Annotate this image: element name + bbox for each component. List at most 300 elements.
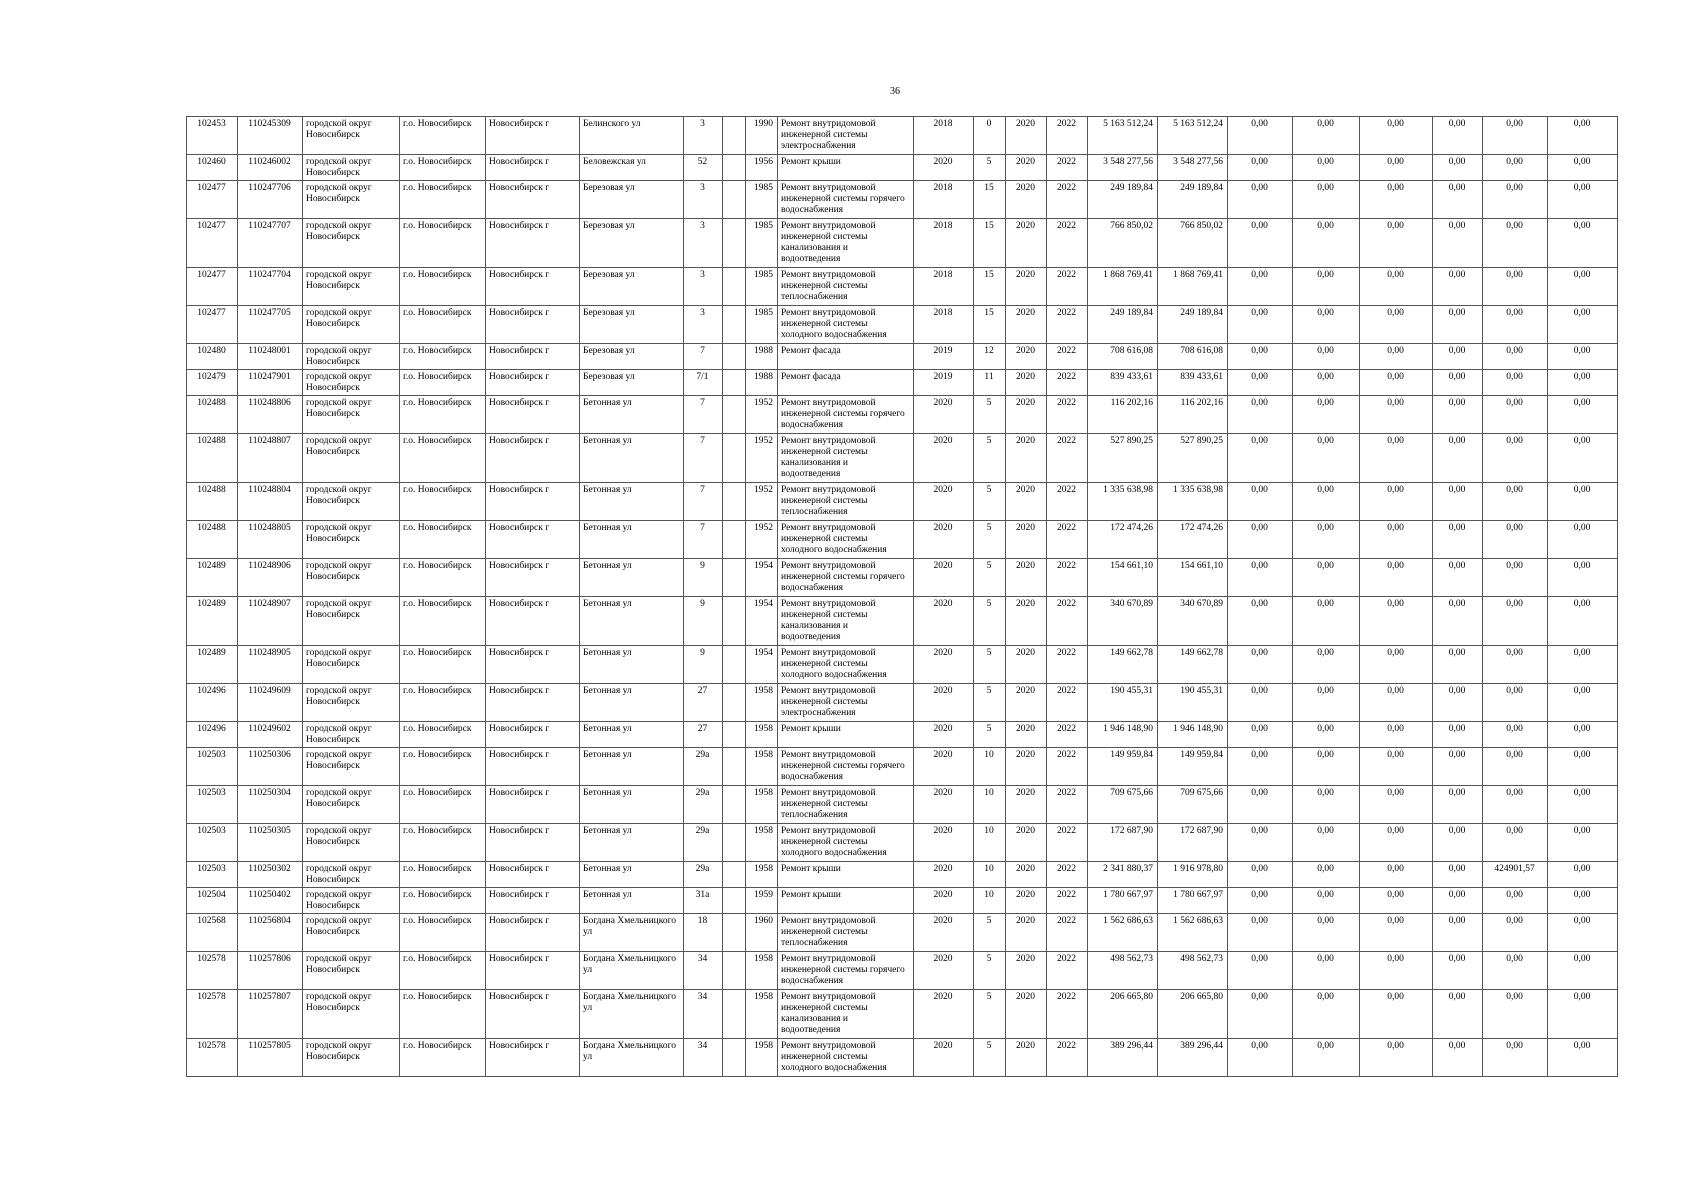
cell-fund-cost: 839 433,61 [1158, 370, 1228, 396]
cell-planned-year: 2020 [914, 824, 974, 862]
cell-municipality: г.о. Новосибирск [400, 786, 486, 824]
cell-budget-local: 0,00 [1360, 434, 1433, 483]
cell-house-number: 7 [684, 344, 723, 370]
cell-settlement: Новосибирск г [486, 952, 580, 990]
cell-work-type: Ремонт внутридомовой инженерной системы электроснабжения [778, 684, 914, 722]
cell-other-funds: 0,00 [1483, 181, 1548, 219]
cell-work-type: Ремонт внутридомовой инженерной системы холодного водоснабжения [778, 1039, 914, 1077]
cell-end-year: 2022 [1047, 434, 1088, 483]
cell-object-code: 110257805 [238, 1039, 303, 1077]
cell-total-cost: 2 341 880,37 [1088, 862, 1158, 888]
cell-settlement: Новосибирск г [486, 748, 580, 786]
cell-budget-regional: 0,00 [1293, 914, 1360, 952]
cell-house-number: 27 [684, 684, 723, 722]
cell-planned-year: 2020 [914, 952, 974, 990]
cell-end-year: 2022 [1047, 914, 1088, 952]
cell-planned-year: 2019 [914, 344, 974, 370]
cell-extra-funds: 0,00 [1548, 824, 1618, 862]
cell-municipal-district: городской округ Новосибирск [303, 219, 400, 268]
cell-municipal-district: городской округ Новосибирск [303, 434, 400, 483]
cell-fund-cost: 5 163 512,24 [1158, 117, 1228, 155]
cell-end-year: 2022 [1047, 306, 1088, 344]
cell-build-year: 1960 [746, 914, 778, 952]
cell-wear-percent: 12 [974, 344, 1006, 370]
cell-total-cost: 172 687,90 [1088, 824, 1158, 862]
cell-object-code: 110249609 [238, 684, 303, 722]
cell-fund-cost: 206 665,80 [1158, 990, 1228, 1039]
cell-planned-year: 2020 [914, 559, 974, 597]
cell-house-number: 7 [684, 434, 723, 483]
cell-extra-funds: 0,00 [1548, 483, 1618, 521]
table-row [187, 434, 1618, 483]
cell-house-number: 9 [684, 559, 723, 597]
cell-budget-federal: 0,00 [1228, 748, 1293, 786]
cell-object-code: 110248804 [238, 483, 303, 521]
cell-house-letter [723, 434, 746, 483]
cell-record-id: 102453 [187, 117, 238, 155]
cell-street: Бетонная ул [580, 646, 684, 684]
cell-settlement: Новосибирск г [486, 888, 580, 914]
cell-house-number: 3 [684, 306, 723, 344]
cell-municipality: г.о. Новосибирск [400, 219, 486, 268]
cell-wear-percent: 15 [974, 306, 1006, 344]
cell-settlement: Новосибирск г [486, 521, 580, 559]
cell-total-cost: 249 189,84 [1088, 181, 1158, 219]
cell-other-funds: 0,00 [1483, 344, 1548, 370]
cell-budget-federal: 0,00 [1228, 181, 1293, 219]
cell-budget-regional: 0,00 [1293, 559, 1360, 597]
cell-start-year: 2020 [1006, 396, 1047, 434]
cell-budget-regional: 0,00 [1293, 597, 1360, 646]
cell-wear-percent: 10 [974, 748, 1006, 786]
cell-object-code: 110248807 [238, 434, 303, 483]
cell-municipal-district: городской округ Новосибирск [303, 748, 400, 786]
cell-start-year: 2020 [1006, 722, 1047, 748]
cell-extra-funds: 0,00 [1548, 559, 1618, 597]
cell-municipality: г.о. Новосибирск [400, 117, 486, 155]
cell-record-id: 102578 [187, 1039, 238, 1077]
cell-street: Бетонная ул [580, 824, 684, 862]
cell-extra-funds: 0,00 [1548, 306, 1618, 344]
cell-house-number: 7 [684, 483, 723, 521]
cell-budget-federal: 0,00 [1228, 521, 1293, 559]
cell-wear-percent: 5 [974, 483, 1006, 521]
cell-budget-federal: 0,00 [1228, 559, 1293, 597]
cell-wear-percent: 5 [974, 952, 1006, 990]
cell-house-number: 18 [684, 914, 723, 952]
cell-budget-federal: 0,00 [1228, 1039, 1293, 1077]
cell-total-cost: 340 670,89 [1088, 597, 1158, 646]
cell-start-year: 2020 [1006, 344, 1047, 370]
cell-build-year: 1985 [746, 268, 778, 306]
cell-fund-cost: 1 780 667,97 [1158, 888, 1228, 914]
cell-start-year: 2020 [1006, 306, 1047, 344]
cell-house-letter [723, 521, 746, 559]
cell-house-number: 9 [684, 646, 723, 684]
cell-object-code: 110256804 [238, 914, 303, 952]
cell-budget-regional: 0,00 [1293, 684, 1360, 722]
cell-build-year: 1958 [746, 748, 778, 786]
cell-budget-federal: 0,00 [1228, 155, 1293, 181]
cell-municipality: г.о. Новосибирск [400, 370, 486, 396]
cell-start-year: 2020 [1006, 181, 1047, 219]
cell-extra-funds: 0,00 [1548, 684, 1618, 722]
cell-budget-local: 0,00 [1360, 722, 1433, 748]
cell-end-year: 2022 [1047, 684, 1088, 722]
cell-total-cost: 149 662,78 [1088, 646, 1158, 684]
cell-planned-year: 2018 [914, 268, 974, 306]
cell-extra-funds: 0,00 [1548, 396, 1618, 434]
cell-planned-year: 2020 [914, 434, 974, 483]
cell-settlement: Новосибирск г [486, 268, 580, 306]
cell-total-cost: 116 202,16 [1088, 396, 1158, 434]
cell-planned-year: 2019 [914, 370, 974, 396]
cell-owner-funds: 0,00 [1433, 722, 1483, 748]
cell-end-year: 2022 [1047, 268, 1088, 306]
table-row [187, 181, 1618, 219]
cell-build-year: 1985 [746, 219, 778, 268]
cell-fund-cost: 172 687,90 [1158, 824, 1228, 862]
cell-house-number: 9 [684, 597, 723, 646]
cell-municipal-district: городской округ Новосибирск [303, 597, 400, 646]
cell-budget-federal: 0,00 [1228, 646, 1293, 684]
table-row [187, 483, 1618, 521]
cell-house-number: 52 [684, 155, 723, 181]
cell-street: Бетонная ул [580, 786, 684, 824]
cell-build-year: 1952 [746, 521, 778, 559]
cell-start-year: 2020 [1006, 824, 1047, 862]
cell-street: Богдана Хмельницкого ул [580, 990, 684, 1039]
cell-record-id: 102488 [187, 483, 238, 521]
cell-work-type: Ремонт крыши [778, 155, 914, 181]
cell-budget-local: 0,00 [1360, 1039, 1433, 1077]
cell-budget-regional: 0,00 [1293, 824, 1360, 862]
cell-wear-percent: 5 [974, 990, 1006, 1039]
cell-budget-regional: 0,00 [1293, 990, 1360, 1039]
cell-house-letter [723, 722, 746, 748]
cell-object-code: 110247705 [238, 306, 303, 344]
cell-fund-cost: 708 616,08 [1158, 344, 1228, 370]
cell-end-year: 2022 [1047, 396, 1088, 434]
cell-record-id: 102496 [187, 722, 238, 748]
cell-work-type: Ремонт внутридомовой инженерной системы канализования и водоотведения [778, 219, 914, 268]
cell-budget-local: 0,00 [1360, 219, 1433, 268]
cell-build-year: 1958 [746, 786, 778, 824]
cell-extra-funds: 0,00 [1548, 597, 1618, 646]
cell-municipal-district: городской округ Новосибирск [303, 559, 400, 597]
cell-start-year: 2020 [1006, 786, 1047, 824]
cell-municipal-district: городской округ Новосибирск [303, 370, 400, 396]
cell-start-year: 2020 [1006, 117, 1047, 155]
cell-wear-percent: 5 [974, 646, 1006, 684]
cell-build-year: 1954 [746, 646, 778, 684]
cell-budget-federal: 0,00 [1228, 434, 1293, 483]
table-row [187, 684, 1618, 722]
cell-other-funds: 424901,57 [1483, 862, 1548, 888]
table-row [187, 786, 1618, 824]
cell-budget-local: 0,00 [1360, 559, 1433, 597]
cell-municipality: г.о. Новосибирск [400, 521, 486, 559]
cell-budget-regional: 0,00 [1293, 748, 1360, 786]
cell-total-cost: 708 616,08 [1088, 344, 1158, 370]
cell-municipal-district: городской округ Новосибирск [303, 344, 400, 370]
cell-record-id: 102480 [187, 344, 238, 370]
cell-settlement: Новосибирск г [486, 483, 580, 521]
cell-house-number: 34 [684, 952, 723, 990]
cell-owner-funds: 0,00 [1433, 824, 1483, 862]
cell-fund-cost: 1 335 638,98 [1158, 483, 1228, 521]
table-row [187, 344, 1618, 370]
cell-total-cost: 249 189,84 [1088, 306, 1158, 344]
cell-municipality: г.о. Новосибирск [400, 862, 486, 888]
cell-object-code: 110248001 [238, 344, 303, 370]
cell-planned-year: 2020 [914, 155, 974, 181]
cell-end-year: 2022 [1047, 219, 1088, 268]
cell-object-code: 110257807 [238, 990, 303, 1039]
cell-wear-percent: 5 [974, 396, 1006, 434]
cell-house-letter [723, 396, 746, 434]
cell-budget-federal: 0,00 [1228, 862, 1293, 888]
table-row [187, 646, 1618, 684]
cell-planned-year: 2018 [914, 181, 974, 219]
cell-house-letter [723, 748, 746, 786]
cell-end-year: 2022 [1047, 862, 1088, 888]
cell-owner-funds: 0,00 [1433, 990, 1483, 1039]
cell-owner-funds: 0,00 [1433, 306, 1483, 344]
cell-other-funds: 0,00 [1483, 117, 1548, 155]
cell-street: Бетонная ул [580, 722, 684, 748]
cell-start-year: 2020 [1006, 990, 1047, 1039]
cell-municipal-district: городской округ Новосибирск [303, 396, 400, 434]
cell-fund-cost: 249 189,84 [1158, 181, 1228, 219]
cell-house-number: 3 [684, 268, 723, 306]
table-row [187, 1039, 1618, 1077]
cell-object-code: 110247706 [238, 181, 303, 219]
cell-planned-year: 2020 [914, 990, 974, 1039]
cell-owner-funds: 0,00 [1433, 684, 1483, 722]
cell-build-year: 1958 [746, 1039, 778, 1077]
cell-budget-federal: 0,00 [1228, 914, 1293, 952]
cell-start-year: 2020 [1006, 888, 1047, 914]
cell-house-number: 29а [684, 824, 723, 862]
cell-municipality: г.о. Новосибирск [400, 344, 486, 370]
cell-planned-year: 2020 [914, 483, 974, 521]
cell-budget-local: 0,00 [1360, 990, 1433, 1039]
capital-repair-table [186, 116, 1618, 1077]
cell-wear-percent: 11 [974, 370, 1006, 396]
cell-owner-funds: 0,00 [1433, 434, 1483, 483]
cell-record-id: 102568 [187, 914, 238, 952]
cell-budget-federal: 0,00 [1228, 396, 1293, 434]
cell-municipal-district: городской округ Новосибирск [303, 521, 400, 559]
cell-municipal-district: городской округ Новосибирск [303, 786, 400, 824]
cell-object-code: 110250402 [238, 888, 303, 914]
cell-house-letter [723, 597, 746, 646]
cell-extra-funds: 0,00 [1548, 268, 1618, 306]
cell-end-year: 2022 [1047, 952, 1088, 990]
cell-other-funds: 0,00 [1483, 888, 1548, 914]
cell-end-year: 2022 [1047, 181, 1088, 219]
cell-settlement: Новосибирск г [486, 117, 580, 155]
cell-work-type: Ремонт крыши [778, 888, 914, 914]
cell-wear-percent: 5 [974, 914, 1006, 952]
cell-wear-percent: 5 [974, 722, 1006, 748]
cell-wear-percent: 10 [974, 888, 1006, 914]
cell-owner-funds: 0,00 [1433, 646, 1483, 684]
cell-extra-funds: 0,00 [1548, 370, 1618, 396]
cell-record-id: 102477 [187, 181, 238, 219]
cell-end-year: 2022 [1047, 559, 1088, 597]
cell-house-letter [723, 181, 746, 219]
cell-other-funds: 0,00 [1483, 268, 1548, 306]
cell-record-id: 102578 [187, 952, 238, 990]
cell-settlement: Новосибирск г [486, 181, 580, 219]
cell-extra-funds: 0,00 [1548, 521, 1618, 559]
cell-municipality: г.о. Новосибирск [400, 396, 486, 434]
cell-municipality: г.о. Новосибирск [400, 684, 486, 722]
cell-record-id: 102477 [187, 306, 238, 344]
cell-budget-local: 0,00 [1360, 862, 1433, 888]
cell-budget-regional: 0,00 [1293, 268, 1360, 306]
cell-municipality: г.о. Новосибирск [400, 888, 486, 914]
cell-house-number: 3 [684, 181, 723, 219]
cell-owner-funds: 0,00 [1433, 888, 1483, 914]
cell-fund-cost: 498 562,73 [1158, 952, 1228, 990]
cell-budget-regional: 0,00 [1293, 219, 1360, 268]
cell-municipality: г.о. Новосибирск [400, 990, 486, 1039]
cell-budget-local: 0,00 [1360, 646, 1433, 684]
cell-budget-regional: 0,00 [1293, 370, 1360, 396]
cell-object-code: 110247707 [238, 219, 303, 268]
cell-record-id: 102504 [187, 888, 238, 914]
cell-other-funds: 0,00 [1483, 824, 1548, 862]
cell-work-type: Ремонт внутридомовой инженерной системы холодного водоснабжения [778, 646, 914, 684]
cell-total-cost: 190 455,31 [1088, 684, 1158, 722]
cell-work-type: Ремонт внутридомовой инженерной системы горячего водоснабжения [778, 748, 914, 786]
cell-house-number: 7/1 [684, 370, 723, 396]
cell-municipal-district: городской округ Новосибирск [303, 722, 400, 748]
cell-owner-funds: 0,00 [1433, 862, 1483, 888]
cell-extra-funds: 0,00 [1548, 888, 1618, 914]
cell-build-year: 1958 [746, 722, 778, 748]
cell-work-type: Ремонт внутридомовой инженерной системы электроснабжения [778, 117, 914, 155]
cell-object-code: 110248907 [238, 597, 303, 646]
cell-total-cost: 149 959,84 [1088, 748, 1158, 786]
cell-street: Бетонная ул [580, 559, 684, 597]
cell-street: Бетонная ул [580, 521, 684, 559]
cell-work-type: Ремонт внутридомовой инженерной системы канализования и водоотведения [778, 597, 914, 646]
table-row [187, 155, 1618, 181]
cell-work-type: Ремонт внутридомовой инженерной системы холодного водоснабжения [778, 306, 914, 344]
cell-settlement: Новосибирск г [486, 786, 580, 824]
cell-extra-funds: 0,00 [1548, 748, 1618, 786]
cell-start-year: 2020 [1006, 521, 1047, 559]
cell-municipal-district: городской округ Новосибирск [303, 483, 400, 521]
cell-budget-federal: 0,00 [1228, 597, 1293, 646]
cell-settlement: Новосибирск г [486, 862, 580, 888]
cell-street: Бетонная ул [580, 483, 684, 521]
cell-wear-percent: 5 [974, 559, 1006, 597]
cell-budget-regional: 0,00 [1293, 181, 1360, 219]
cell-municipal-district: городской округ Новосибирск [303, 1039, 400, 1077]
cell-end-year: 2022 [1047, 888, 1088, 914]
cell-house-letter [723, 1039, 746, 1077]
cell-other-funds: 0,00 [1483, 786, 1548, 824]
cell-total-cost: 206 665,80 [1088, 990, 1158, 1039]
cell-house-number: 29а [684, 862, 723, 888]
cell-budget-local: 0,00 [1360, 396, 1433, 434]
cell-wear-percent: 10 [974, 786, 1006, 824]
cell-planned-year: 2018 [914, 219, 974, 268]
cell-house-letter [723, 952, 746, 990]
cell-start-year: 2020 [1006, 483, 1047, 521]
cell-settlement: Новосибирск г [486, 396, 580, 434]
cell-settlement: Новосибирск г [486, 722, 580, 748]
cell-end-year: 2022 [1047, 824, 1088, 862]
table-row [187, 990, 1618, 1039]
cell-work-type: Ремонт внутридомовой инженерной системы холодного водоснабжения [778, 824, 914, 862]
cell-object-code: 110248805 [238, 521, 303, 559]
cell-work-type: Ремонт внутридомовой инженерной системы канализования и водоотведения [778, 990, 914, 1039]
cell-extra-funds: 0,00 [1548, 914, 1618, 952]
cell-street: Бетонная ул [580, 862, 684, 888]
cell-start-year: 2020 [1006, 597, 1047, 646]
cell-budget-regional: 0,00 [1293, 344, 1360, 370]
cell-end-year: 2022 [1047, 370, 1088, 396]
cell-work-type: Ремонт крыши [778, 722, 914, 748]
cell-extra-funds: 0,00 [1548, 952, 1618, 990]
table-row [187, 268, 1618, 306]
cell-total-cost: 1 868 769,41 [1088, 268, 1158, 306]
cell-budget-local: 0,00 [1360, 521, 1433, 559]
cell-planned-year: 2020 [914, 786, 974, 824]
cell-total-cost: 1 562 686,63 [1088, 914, 1158, 952]
cell-fund-cost: 190 455,31 [1158, 684, 1228, 722]
cell-total-cost: 3 548 277,56 [1088, 155, 1158, 181]
cell-planned-year: 2020 [914, 646, 974, 684]
cell-total-cost: 172 474,26 [1088, 521, 1158, 559]
cell-municipality: г.о. Новосибирск [400, 155, 486, 181]
cell-end-year: 2022 [1047, 155, 1088, 181]
cell-object-code: 110250305 [238, 824, 303, 862]
cell-extra-funds: 0,00 [1548, 646, 1618, 684]
cell-street: Березовая ул [580, 268, 684, 306]
cell-owner-funds: 0,00 [1433, 370, 1483, 396]
cell-other-funds: 0,00 [1483, 483, 1548, 521]
cell-budget-federal: 0,00 [1228, 786, 1293, 824]
cell-street: Бетонная ул [580, 888, 684, 914]
cell-settlement: Новосибирск г [486, 306, 580, 344]
table-row [187, 117, 1618, 155]
cell-municipality: г.о. Новосибирск [400, 824, 486, 862]
cell-owner-funds: 0,00 [1433, 952, 1483, 990]
cell-municipality: г.о. Новосибирск [400, 952, 486, 990]
cell-municipality: г.о. Новосибирск [400, 597, 486, 646]
cell-work-type: Ремонт фасада [778, 344, 914, 370]
cell-wear-percent: 10 [974, 862, 1006, 888]
cell-build-year: 1988 [746, 370, 778, 396]
table-row [187, 219, 1618, 268]
cell-other-funds: 0,00 [1483, 219, 1548, 268]
cell-wear-percent: 5 [974, 521, 1006, 559]
cell-other-funds: 0,00 [1483, 990, 1548, 1039]
cell-house-number: 3 [684, 117, 723, 155]
cell-work-type: Ремонт внутридомовой инженерной системы теплоснабжения [778, 483, 914, 521]
cell-total-cost: 709 675,66 [1088, 786, 1158, 824]
cell-budget-regional: 0,00 [1293, 306, 1360, 344]
cell-fund-cost: 340 670,89 [1158, 597, 1228, 646]
cell-fund-cost: 249 189,84 [1158, 306, 1228, 344]
